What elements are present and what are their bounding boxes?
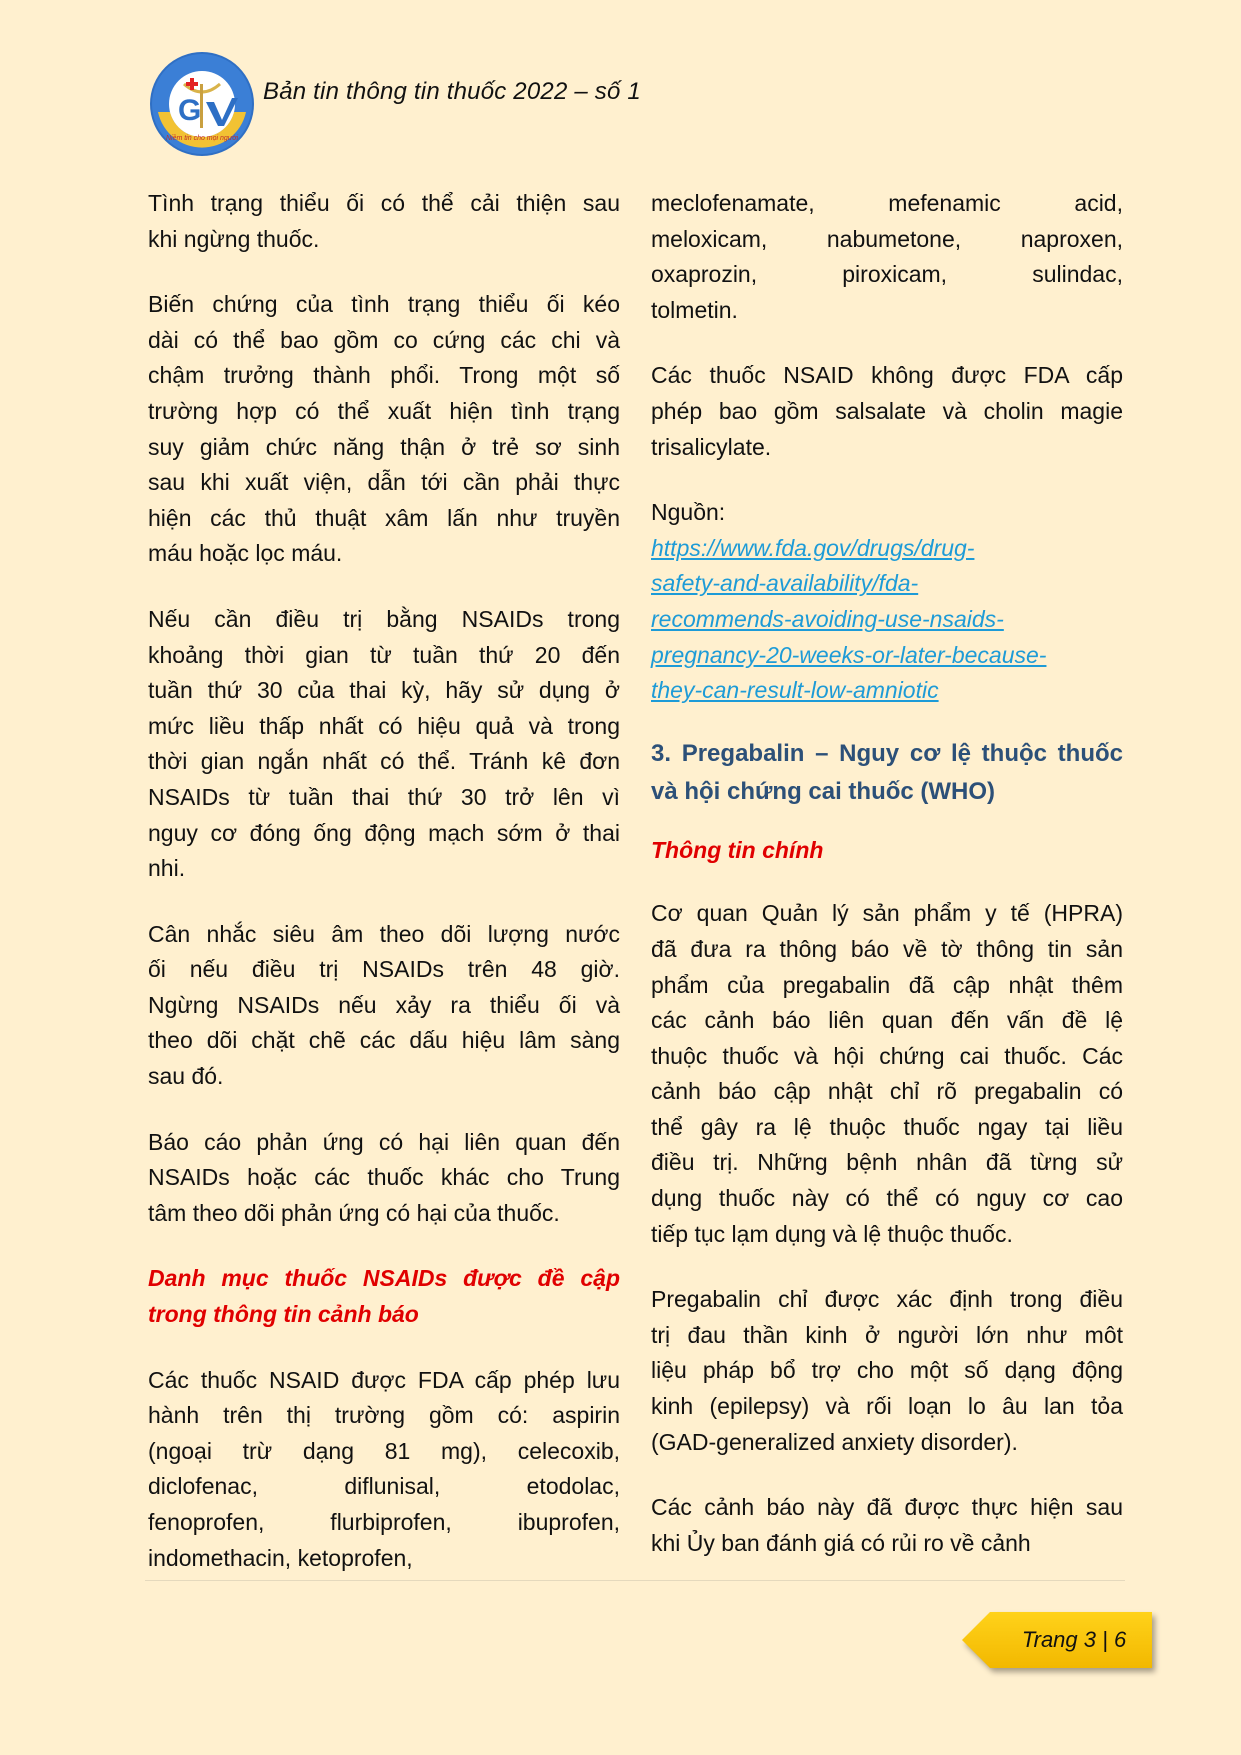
- text-line: liệu pháp bổ trợ cho một số dạng động: [651, 1357, 1123, 1384]
- text-line: mức liều thấp nhất có hiệu quả và trong: [148, 712, 620, 739]
- text-line: Danh mục thuốc NSAIDs được đề cập: [148, 1265, 620, 1292]
- text-line: theo dõi chặt chẽ các dấu hiệu lâm sàng: [148, 1027, 620, 1054]
- paragraph: [148, 1363, 620, 1577]
- paragraph: [148, 1125, 620, 1232]
- text-line: indomethacin, ketoprofen,: [148, 1544, 413, 1571]
- text-line: Các thuốc NSAID không được FDA cấp: [651, 362, 1123, 389]
- text-line: hành trên thị trường gồm có: aspirin: [148, 1402, 620, 1429]
- text-line: Các thuốc NSAID được FDA cấp phép lưu: [148, 1366, 620, 1393]
- text-line: (GAD-generalized anxiety disorder).: [651, 1428, 1018, 1455]
- bulletin-title: Bản tin thông tin thuốc 2022 – số 1: [263, 78, 641, 105]
- text-line: chậm trưởng thành phổi. Trong một số: [148, 362, 620, 389]
- text-line: (ngoại trừ dạng 81 mg), celecoxib,: [148, 1437, 620, 1464]
- text-line: trisalicylate.: [651, 433, 772, 460]
- text-line: diclofenac, diflunisal, etodolac,: [148, 1473, 620, 1500]
- svg-text:Niềm tin cho mọi người: Niềm tin cho mọi người: [165, 135, 239, 142]
- paragraph: [651, 358, 1123, 465]
- paragraph: [148, 602, 620, 887]
- text-line: sau khi xuất viện, dẫn tới cần phải thực: [148, 469, 620, 496]
- text-line: Báo cáo phản ứng có hại liên quan đến: [148, 1128, 620, 1155]
- text-line: suy giảm chức năng thận ở trẻ sơ sinh: [148, 433, 620, 460]
- text-line[interactable]: pregnancy-20-weeks-or-later-because-: [651, 641, 1047, 668]
- text-line: meclofenamate, mefenamic acid,: [651, 190, 1123, 216]
- text-line: đã đưa ra thông báo về tờ thông tin sản: [651, 935, 1123, 962]
- subheading: [651, 833, 1123, 869]
- text-line[interactable]: they-can-result-low-amniotic: [651, 677, 939, 704]
- text-line: cảnh báo cập nhật chỉ rõ pregabalin có: [651, 1078, 1123, 1105]
- section-heading: [651, 735, 1123, 811]
- text-line: Nếu cần điều trị bằng NSAIDs trong: [148, 605, 620, 632]
- text-line: trường hợp có thể xuất hiện tình trạng: [148, 397, 620, 424]
- svg-text:G: G: [178, 94, 202, 127]
- text-line: fenoprofen, flurbiprofen, ibuprofen,: [148, 1509, 620, 1535]
- text-line: tuần thứ 30 của thai kỳ, hãy sử dụng ở: [148, 677, 620, 704]
- text-line: khi Ủy ban đánh giá có rủi ro về cảnh: [651, 1529, 1031, 1556]
- text-line: phẩm của pregabalin đã cập nhật thêm: [651, 971, 1123, 998]
- text-line: trị đau thần kinh ở người lớn như môt: [651, 1321, 1123, 1348]
- text-line[interactable]: https://www.fda.gov/drugs/drug-: [651, 534, 975, 561]
- text-line: tâm theo dõi phản ứng có hại của thuốc.: [148, 1199, 560, 1226]
- text-line: Biến chứng của tình trạng thiểu ối kéo: [148, 291, 620, 318]
- paragraph: [651, 1490, 1123, 1561]
- text-line: và hội chứng cai thuốc (WHO): [651, 777, 996, 805]
- paragraph: [651, 186, 1123, 328]
- text-line: phép bao gồm salsalate và cholin magie: [651, 397, 1123, 424]
- text-line: Pregabalin chỉ được xác định trong điều: [651, 1286, 1123, 1313]
- text-line: Thông tin chính: [651, 836, 824, 863]
- hospital-logo: [148, 50, 256, 158]
- source-label: Nguồn:: [651, 499, 726, 526]
- hospital-emblem-icon: [148, 50, 256, 158]
- text-line: khoảng thời gian từ tuần thứ 20 đến: [148, 641, 620, 668]
- text-line: ối nếu điều trị NSAIDs trên 48 giờ.: [148, 956, 620, 983]
- text-line: khi ngừng thuốc.: [148, 225, 320, 252]
- text-line: nhi.: [148, 855, 186, 882]
- text-line: hiện các thủ thuật xâm lấn như truyền: [148, 504, 620, 531]
- page-number-badge: [962, 1612, 1152, 1668]
- text-line: tiếp tục lạm dụng và lệ thuộc thuốc.: [651, 1220, 1013, 1247]
- text-line: nguy cơ đóng ống động mạch sớm ở thai: [148, 819, 620, 846]
- text-line: trong thông tin cảnh báo: [148, 1301, 419, 1328]
- text-line: thể gây ra lệ thuộc thuốc ngay tại liều: [651, 1113, 1123, 1140]
- text-line: dài có thể bao gồm co cứng các chi và: [148, 326, 620, 353]
- text-line: kinh (epilepsy) và rối loạn lo âu lan tỏa: [651, 1393, 1123, 1420]
- text-line: 3. Pregabalin – Nguy cơ lệ thuộc thuốc: [651, 739, 1123, 767]
- source-link[interactable]: [651, 531, 1123, 709]
- text-line: thuộc thuốc và hội chứng cai thuốc. Các: [651, 1042, 1123, 1069]
- paragraph: [651, 896, 1123, 1252]
- text-line: meloxicam, nabumetone, naproxen,: [651, 225, 1123, 252]
- text-line: Cân nhắc siêu âm theo dõi lượng nước: [148, 920, 620, 947]
- paragraph: [148, 186, 620, 257]
- text-line: tolmetin.: [651, 296, 738, 323]
- text-line: dụng thuốc này có thể có nguy cơ cao: [651, 1185, 1123, 1212]
- footer-divider: [145, 1580, 1125, 1581]
- text-line: oxaprozin, piroxicam, sulindac,: [651, 261, 1123, 288]
- text-line: Ngừng NSAIDs nếu xảy ra thiểu ối và: [148, 991, 620, 1018]
- text-line[interactable]: recommends-avoiding-use-nsaids-: [651, 605, 1004, 632]
- paragraph: [148, 287, 620, 572]
- text-line: sau đó.: [148, 1063, 224, 1090]
- text-line: Cơ quan Quản lý sản phẩm y tế (HPRA): [651, 900, 1123, 927]
- text-line: NSAIDs từ tuần thai thứ 30 trở lên vì: [148, 783, 620, 810]
- paragraph: [651, 1282, 1123, 1460]
- text-line: NSAIDs hoặc các thuốc khác cho Trung: [148, 1164, 620, 1191]
- right-column: [651, 186, 1123, 1591]
- text-line: máu hoặc lọc máu.: [148, 540, 343, 567]
- text-line: Các cảnh báo này đã được thực hiện sau: [651, 1494, 1123, 1521]
- nsaids-list-heading: [148, 1261, 620, 1332]
- paragraph: [148, 917, 620, 1095]
- text-line: thời gian ngắn nhất có thể. Tránh kê đơn: [148, 748, 620, 775]
- page-number: Trang 3 | 6: [1021, 1627, 1127, 1652]
- text-line[interactable]: safety-and-availability/fda-: [651, 570, 919, 597]
- source-block: [651, 495, 1123, 709]
- left-column: [148, 186, 620, 1606]
- text-line: các cảnh báo liên quan đến vấn đề lệ: [651, 1007, 1123, 1034]
- text-line: Tình trạng thiểu ối có thể cải thiện sau: [148, 190, 620, 216]
- text-line: điều trị. Những bệnh nhân đã từng sử: [651, 1149, 1123, 1176]
